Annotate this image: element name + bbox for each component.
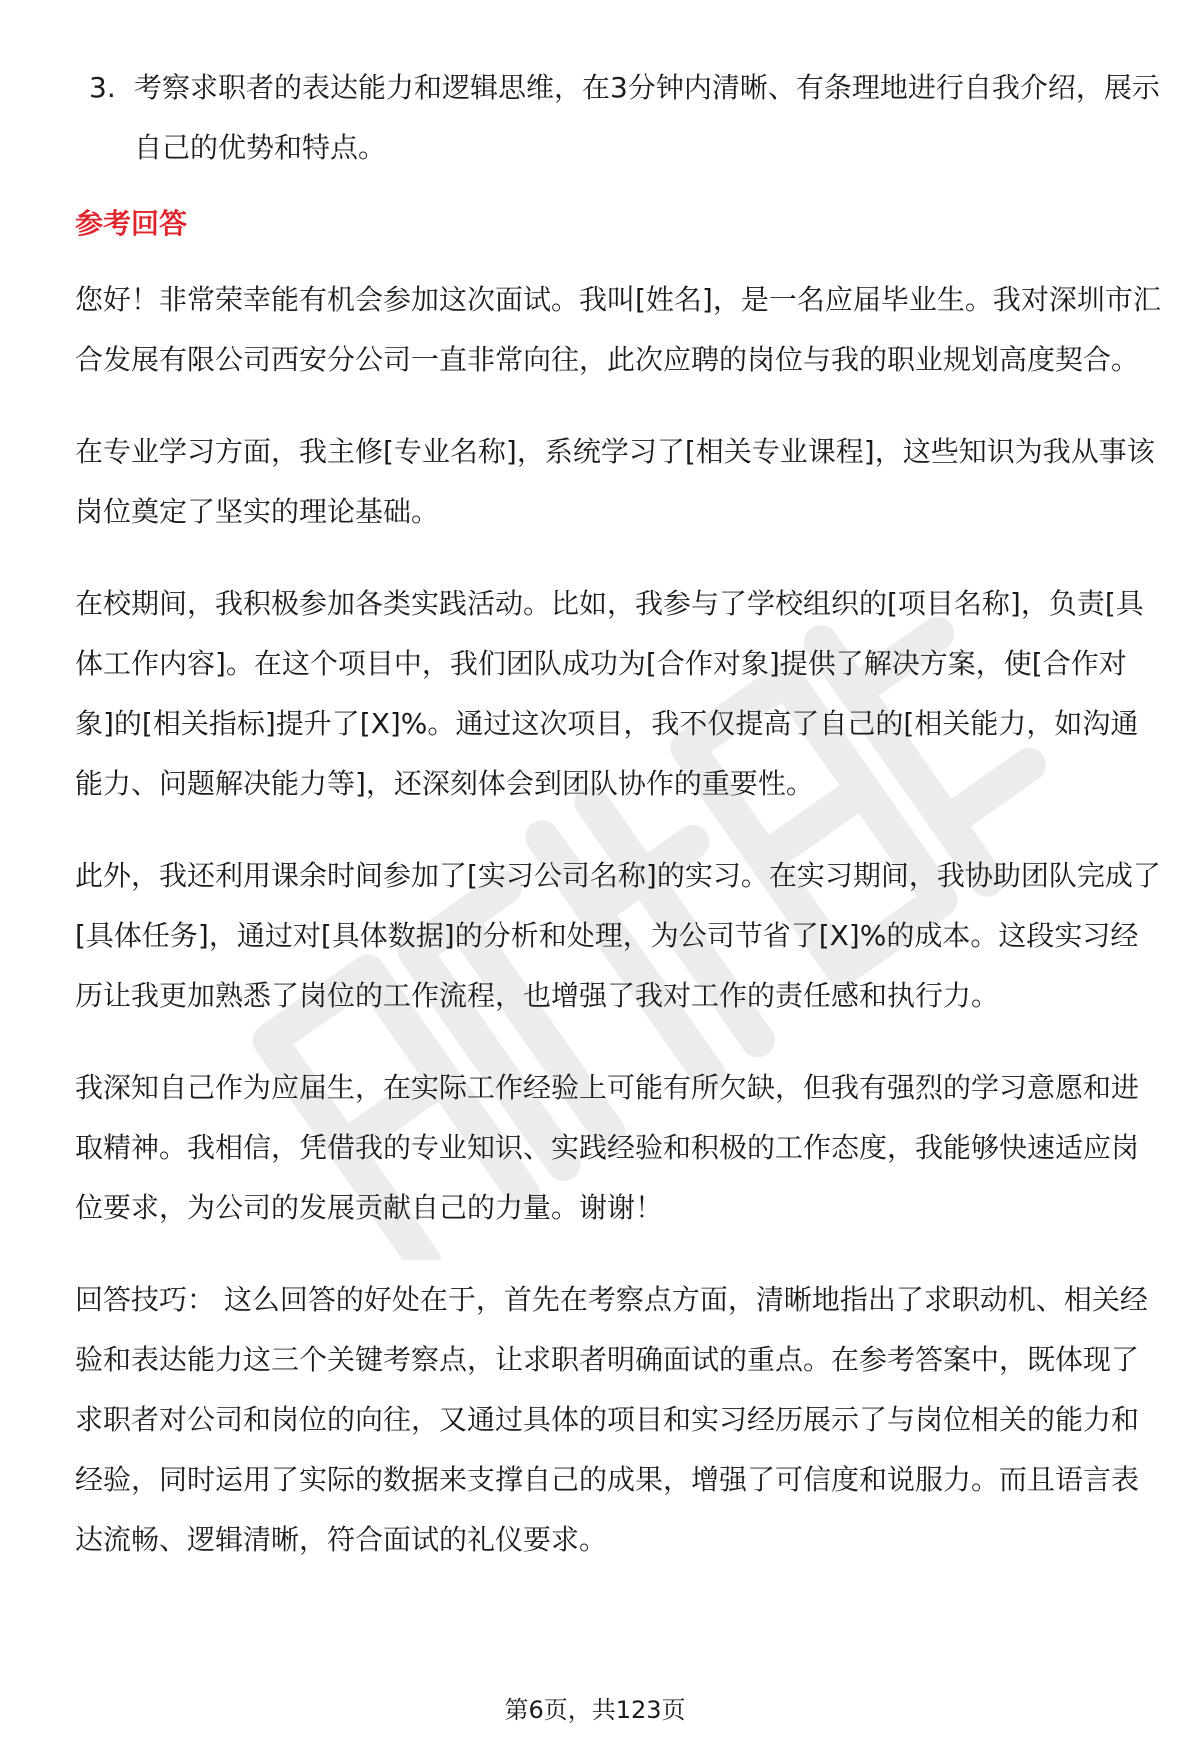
page-number: 第6页，共123页 xyxy=(504,1696,686,1724)
answer-paragraph-3: 在校期间，我积极参加各类实践活动。比如，我参与了学校组织的[项目名称]，负责[具体工作内容]。在这个项目中，我们团队成功为[合作对象]提供了解决方案，使[合作对象]的[相关指标]提升了[X]%。通过这次项目，我不仅提高了自己的[相关能力，如沟通能力、问题解决能力等]，还深刻体会到团队协作的重要性。 xyxy=(75,587,1144,800)
answer-paragraph-5: 我深知自己作为应届生，在实际工作经验上可能有所欠缺，但我有强烈的学习意愿和进取精神。我相信，凭借我的专业知识、实践经验和积极的工作态度，我能够快速适应岗位要求，为公司的发展贡献自己的力量。谢谢！ xyxy=(75,1071,1140,1224)
section-title: 参考回答 xyxy=(75,207,188,240)
answer-paragraph-4: 此外，我还利用课余时间参加了[实习公司名称]的实习。在实习期间，我协助团队完成了[具体任务]，通过对[具体数据]的分析和处理，为公司节省了[X]%的成本。这段实习经历让我更加熟悉了岗位的工作流程，也增强了我对工作的责任感和执行力。 xyxy=(75,859,1161,1012)
list-item xyxy=(75,58,1165,178)
list-item-number: 3. xyxy=(89,71,116,104)
list-item-text: 考察求职者的表达能力和逻辑思维，在3分钟内清晰、有条理地进行自我介绍，展示自己的优势和特点。 xyxy=(134,71,1160,164)
page-content xyxy=(75,58,1165,1570)
tips-paragraph: 回答技巧： 这么回答的好处在于，首先在考察点方面，清晰地指出了求职动机、相关经验和表达能力这三个关键考察点，让求职者明确面试的重点。在参考答案中，既体现了求职者对公司和岗位的向往，又通过具体的项目和实习经历展示了与岗位相关的能力和经验，同时运用了实际的数据来支撑自己的成果，增强了可信度和说服力。而且语言表达流畅、逻辑清晰，符合面试的礼仪要求。 xyxy=(75,1283,1148,1556)
answer-paragraph-2: 在专业学习方面，我主修[专业名称]，系统学习了[相关专业课程]，这些知识为我从事该岗位奠定了坚实的理论基础。 xyxy=(75,435,1155,528)
answer-paragraph-1: 您好！非常荣幸能有机会参加这次面试。我叫[姓名]，是一名应届毕业生。我对深圳市汇合发展有限公司西安分公司一直非常向往，此次应聘的岗位与我的职业规划高度契合。 xyxy=(75,283,1161,376)
